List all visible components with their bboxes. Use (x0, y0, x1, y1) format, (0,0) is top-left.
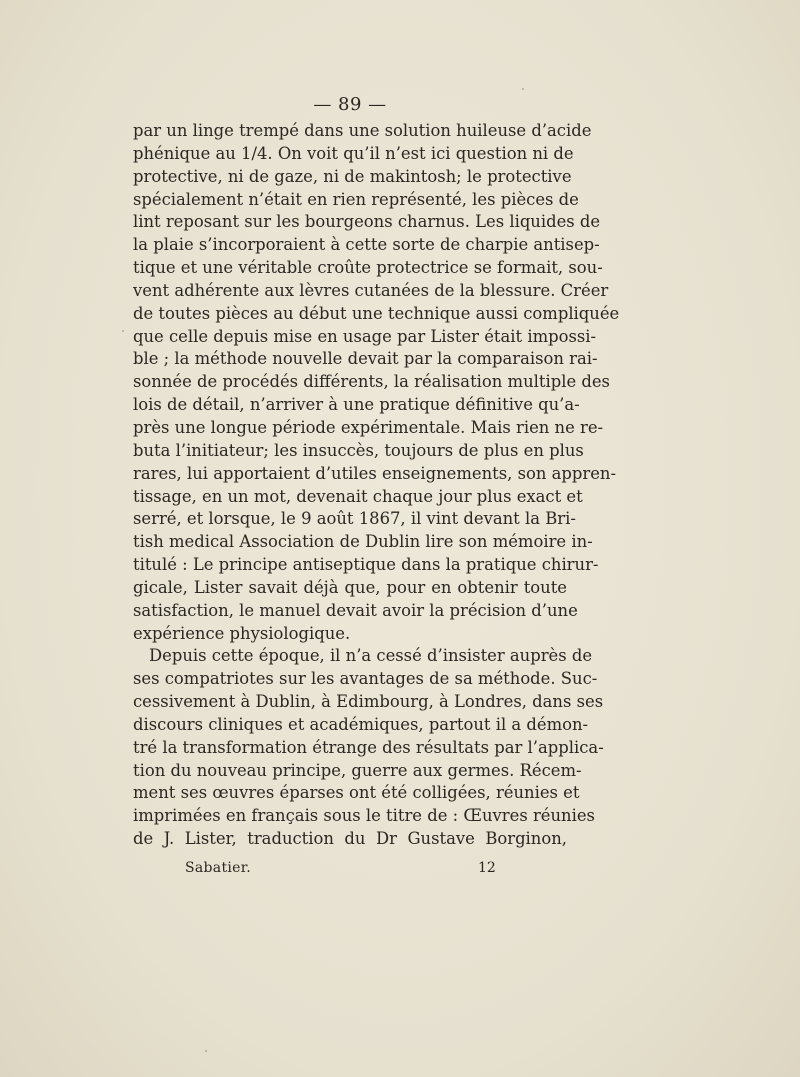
text-line: par un linge trempé dans une solution huileuse d’acide (133, 121, 592, 140)
text-line: spécialement n’était en rien représenté, les pièces de (133, 189, 579, 209)
text-line: gicale, Lister savait déjà que, pour en obtenir toute (133, 577, 567, 597)
text-line: sonnée de procédés différents, la réalisation multiple des (133, 372, 610, 392)
text-line: expérience physiologique. (133, 623, 351, 643)
body-text (133, 120, 620, 851)
text-line: cessivement à Dublin, à Edimbourg, à Londres, dans ses (133, 692, 604, 712)
text-line: que celle depuis mise en usage par Lister était impossi- (133, 326, 597, 346)
paper-speck (522, 88, 524, 90)
text-line: lois de détail, n’arriver à une pratique définitive qu’a- (133, 395, 580, 415)
text-line: tion du nouveau principe, guerre aux germes. Récem- (133, 760, 582, 780)
text-line: buta l’initiateur; les insuccès, toujours de plus en plus (133, 440, 584, 460)
text-line: de toutes pièces au début une technique aussi compliquée (133, 303, 620, 323)
text-line: tissage, en un mot, devenait chaque jour plus exact et (133, 486, 583, 506)
text-line: protective, ni de gaze, ni de makintosh; le protective (133, 166, 572, 186)
footer-signature-number: 12 (478, 860, 496, 876)
text-line: imprimées en français sous le titre de : Œuvres réunies (133, 806, 595, 826)
paper-speck (205, 1050, 207, 1052)
text-line: Depuis cette époque, il n’a cessé d’insister auprès de (149, 646, 593, 666)
text-line: phénique au 1/4. On voit qu’il n’est ici question ni de (133, 143, 574, 163)
text-line: ment ses œuvres éparses ont été colligées, réunies et (133, 783, 580, 803)
text-line: la plaie s’incorporaient à cette sorte de charpie antisep- (133, 235, 600, 255)
text-line: tré la transformation étrange des résultats par l’applica- (133, 737, 604, 757)
page-number: — 89 — (313, 94, 387, 115)
text-line: lint reposant sur les bourgeons charnus. Les liquides de (133, 212, 601, 232)
text-line: ble ; la méthode nouvelle devait par la comparaison rai- (133, 349, 598, 369)
text-line: tish medical Association de Dublin lire son mémoire in- (133, 532, 593, 552)
text-line: discours cliniques et académiques, partout il a démon- (133, 714, 589, 734)
text-line: titulé : Le principe antiseptique dans la pratique chirur- (133, 555, 599, 575)
text-line: de J. Lister, traduction du Dr Gustave Borginon, (133, 829, 567, 849)
footer-author: Sabatier. (185, 860, 251, 876)
text-line: serré, et lorsque, le 9 août 1867, il vint devant la Bri- (133, 509, 576, 529)
text-line: satisfaction, le manuel devait avoir la précision d’une (133, 600, 578, 620)
text-line: ses compatriotes sur les avantages de sa méthode. Suc- (133, 669, 598, 689)
text-line: vent adhérente aux lèvres cutanées de la blessure. Créer (133, 280, 609, 300)
paper-speck (122, 330, 124, 332)
text-line: près une longue période expérimentale. Mais rien ne re- (133, 417, 604, 437)
text-line: tique et une véritable croûte protectrice se formait, sou- (133, 258, 603, 278)
text-line: rares, lui apportaient d’utiles enseignements, son appren- (133, 463, 616, 483)
page-footer (185, 860, 505, 882)
